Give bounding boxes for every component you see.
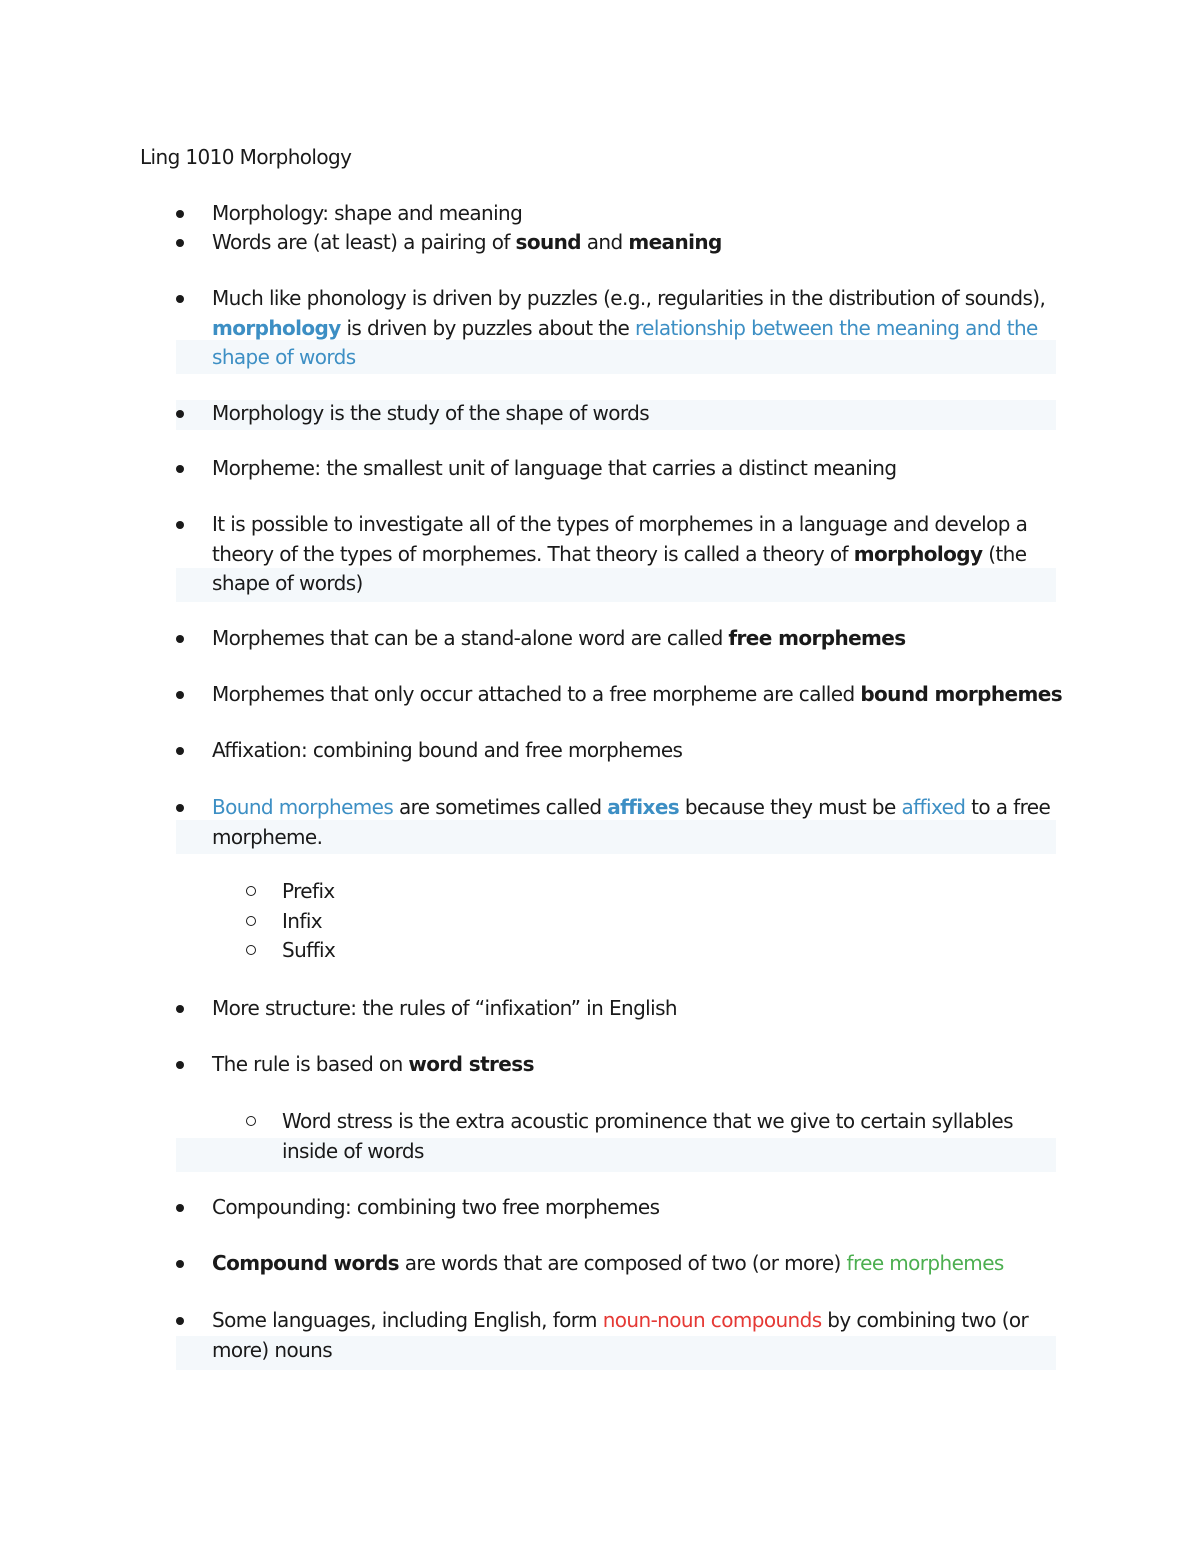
list-item: The rule is based on word stress: [170, 1050, 1060, 1080]
list-item: Morphology is the study of the shape of words: [170, 399, 1060, 429]
bullet-icon: [176, 465, 184, 473]
circle-bullet-icon: [246, 945, 256, 955]
bullet-icon: [176, 1005, 184, 1013]
circle-bullet-icon: [246, 1116, 256, 1126]
bullet-icon: [176, 804, 184, 812]
list-item: Affixation: combining bound and free morphemes: [170, 736, 1060, 766]
bullet-icon: [176, 747, 184, 755]
bullet-icon: [176, 521, 184, 529]
list-item: More structure: the rules of “infixation” in English: [170, 994, 1060, 1024]
list-item: Compound words are words that are composed of two (or more) free morphemes: [170, 1249, 1060, 1279]
bullet-icon: [176, 1260, 184, 1268]
document-title: Ling 1010 Morphology: [140, 145, 352, 169]
list-item: Morphemes that can be a stand-alone word are called free morphemes: [170, 624, 1060, 654]
bullet-icon: [176, 295, 184, 303]
list-item: Morphology: shape and meaning: [170, 199, 1060, 229]
bullet-icon: [176, 635, 184, 643]
circle-bullet-icon: [246, 916, 256, 926]
sub-list-item: Word stress is the extra acoustic prominence that we give to certain syllables inside of words: [246, 1107, 1046, 1166]
list-item: Much like phonology is driven by puzzles (e.g., regularities in the distribution of sounds), morphology is driven by puzzles about the relationship between the meaning and the shape of words: [170, 284, 1060, 373]
bullet-icon: [176, 1204, 184, 1212]
list-item: Morphemes that only occur attached to a free morpheme are called bound morphemes: [170, 680, 1060, 710]
bullet-icon: [176, 1061, 184, 1069]
circle-bullet-icon: [246, 886, 256, 896]
sub-list-item: Suffix: [246, 936, 1046, 966]
list-item: Some languages, including English, form noun-noun compounds by combining two (or more) nouns: [170, 1306, 1060, 1365]
list-item: Words are (at least) a pairing of sound and meaning: [170, 228, 1060, 258]
list-item: Compounding: combining two free morphemes: [170, 1193, 1060, 1223]
list-item: Bound morphemes are sometimes called affixes because they must be affixed to a free morpheme.: [170, 793, 1060, 852]
list-item: Morpheme: the smallest unit of language that carries a distinct meaning: [170, 454, 1060, 484]
bullet-icon: [176, 239, 184, 247]
sub-list-item: Prefix: [246, 877, 1046, 907]
bullet-icon: [176, 410, 184, 418]
sub-list-item: Infix: [246, 907, 1046, 937]
bullet-icon: [176, 691, 184, 699]
list-item: It is possible to investigate all of the types of morphemes in a language and develop a theory of the types of morphemes. That theory is called a theory of morphology (the shape of words): [170, 510, 1060, 599]
bullet-icon: [176, 1317, 184, 1325]
bullet-icon: [176, 210, 184, 218]
